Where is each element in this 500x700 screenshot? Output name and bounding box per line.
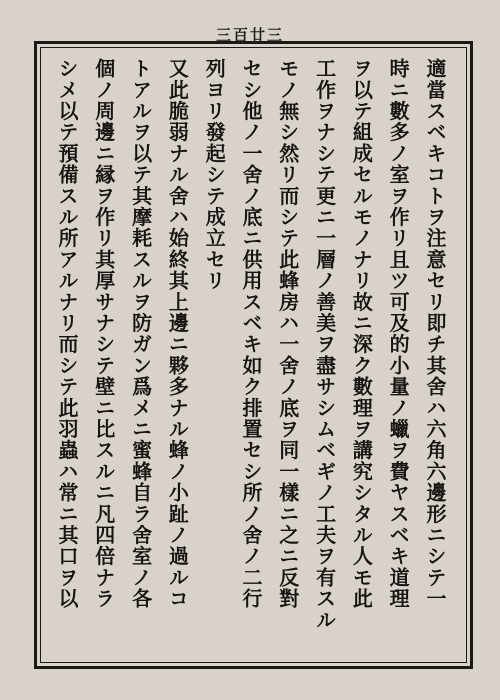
- text-column: シメ以テ預備スル所アルナリ而シテ此羽蟲ハ常ニ其口ヲ以: [55, 58, 79, 610]
- text-column: 適當スベキコトヲ注意セリ即チ其舍ハ六角六邊形ニシテ一: [422, 58, 447, 610]
- text-column: 時ニ數多ノ室ヲ作リ且ツ可及的小量ノ蠟ヲ費ヤスベキ道理: [386, 58, 411, 610]
- text-column: モノ無シ然リ而シテ此蜂房ハ一舍ノ底ヲ同一樣ニ之ニ反對: [275, 58, 300, 610]
- text-column: トアルヲ以テ其摩耗スルヲ防ガン爲メニ蜜蜂自ラ舍室ノ各: [128, 58, 153, 610]
- text-column: 列ヨリ發起シテ成立セリ: [202, 58, 227, 292]
- page-number: 三百廿三: [215, 26, 284, 44]
- vertical-text-block: [50, 58, 452, 654]
- text-column: 個ノ周邊ニ縁ヲ作リ其厚サナシテ壁ニ比スルニ凡四倍ナラ: [91, 58, 116, 610]
- text-column: 工作ヲナシテ更ニ一層ノ善美ヲ盡サシムベギノ工夫ヲ有スル: [312, 58, 337, 631]
- text-column: ヲ以テ組成セルモノナリ故ニ深ク數理ヲ講究シタル人モ此: [349, 58, 374, 610]
- text-column: セシ他ノ一舍ノ底ニ供用スベキ如ク排置セシ所ノ舍ノ二行: [238, 58, 263, 610]
- text-column: 又此脆弱ナル舍ハ始終其上邊ニ夥多ナル蜂ノ小趾ノ過ルコ: [165, 58, 190, 610]
